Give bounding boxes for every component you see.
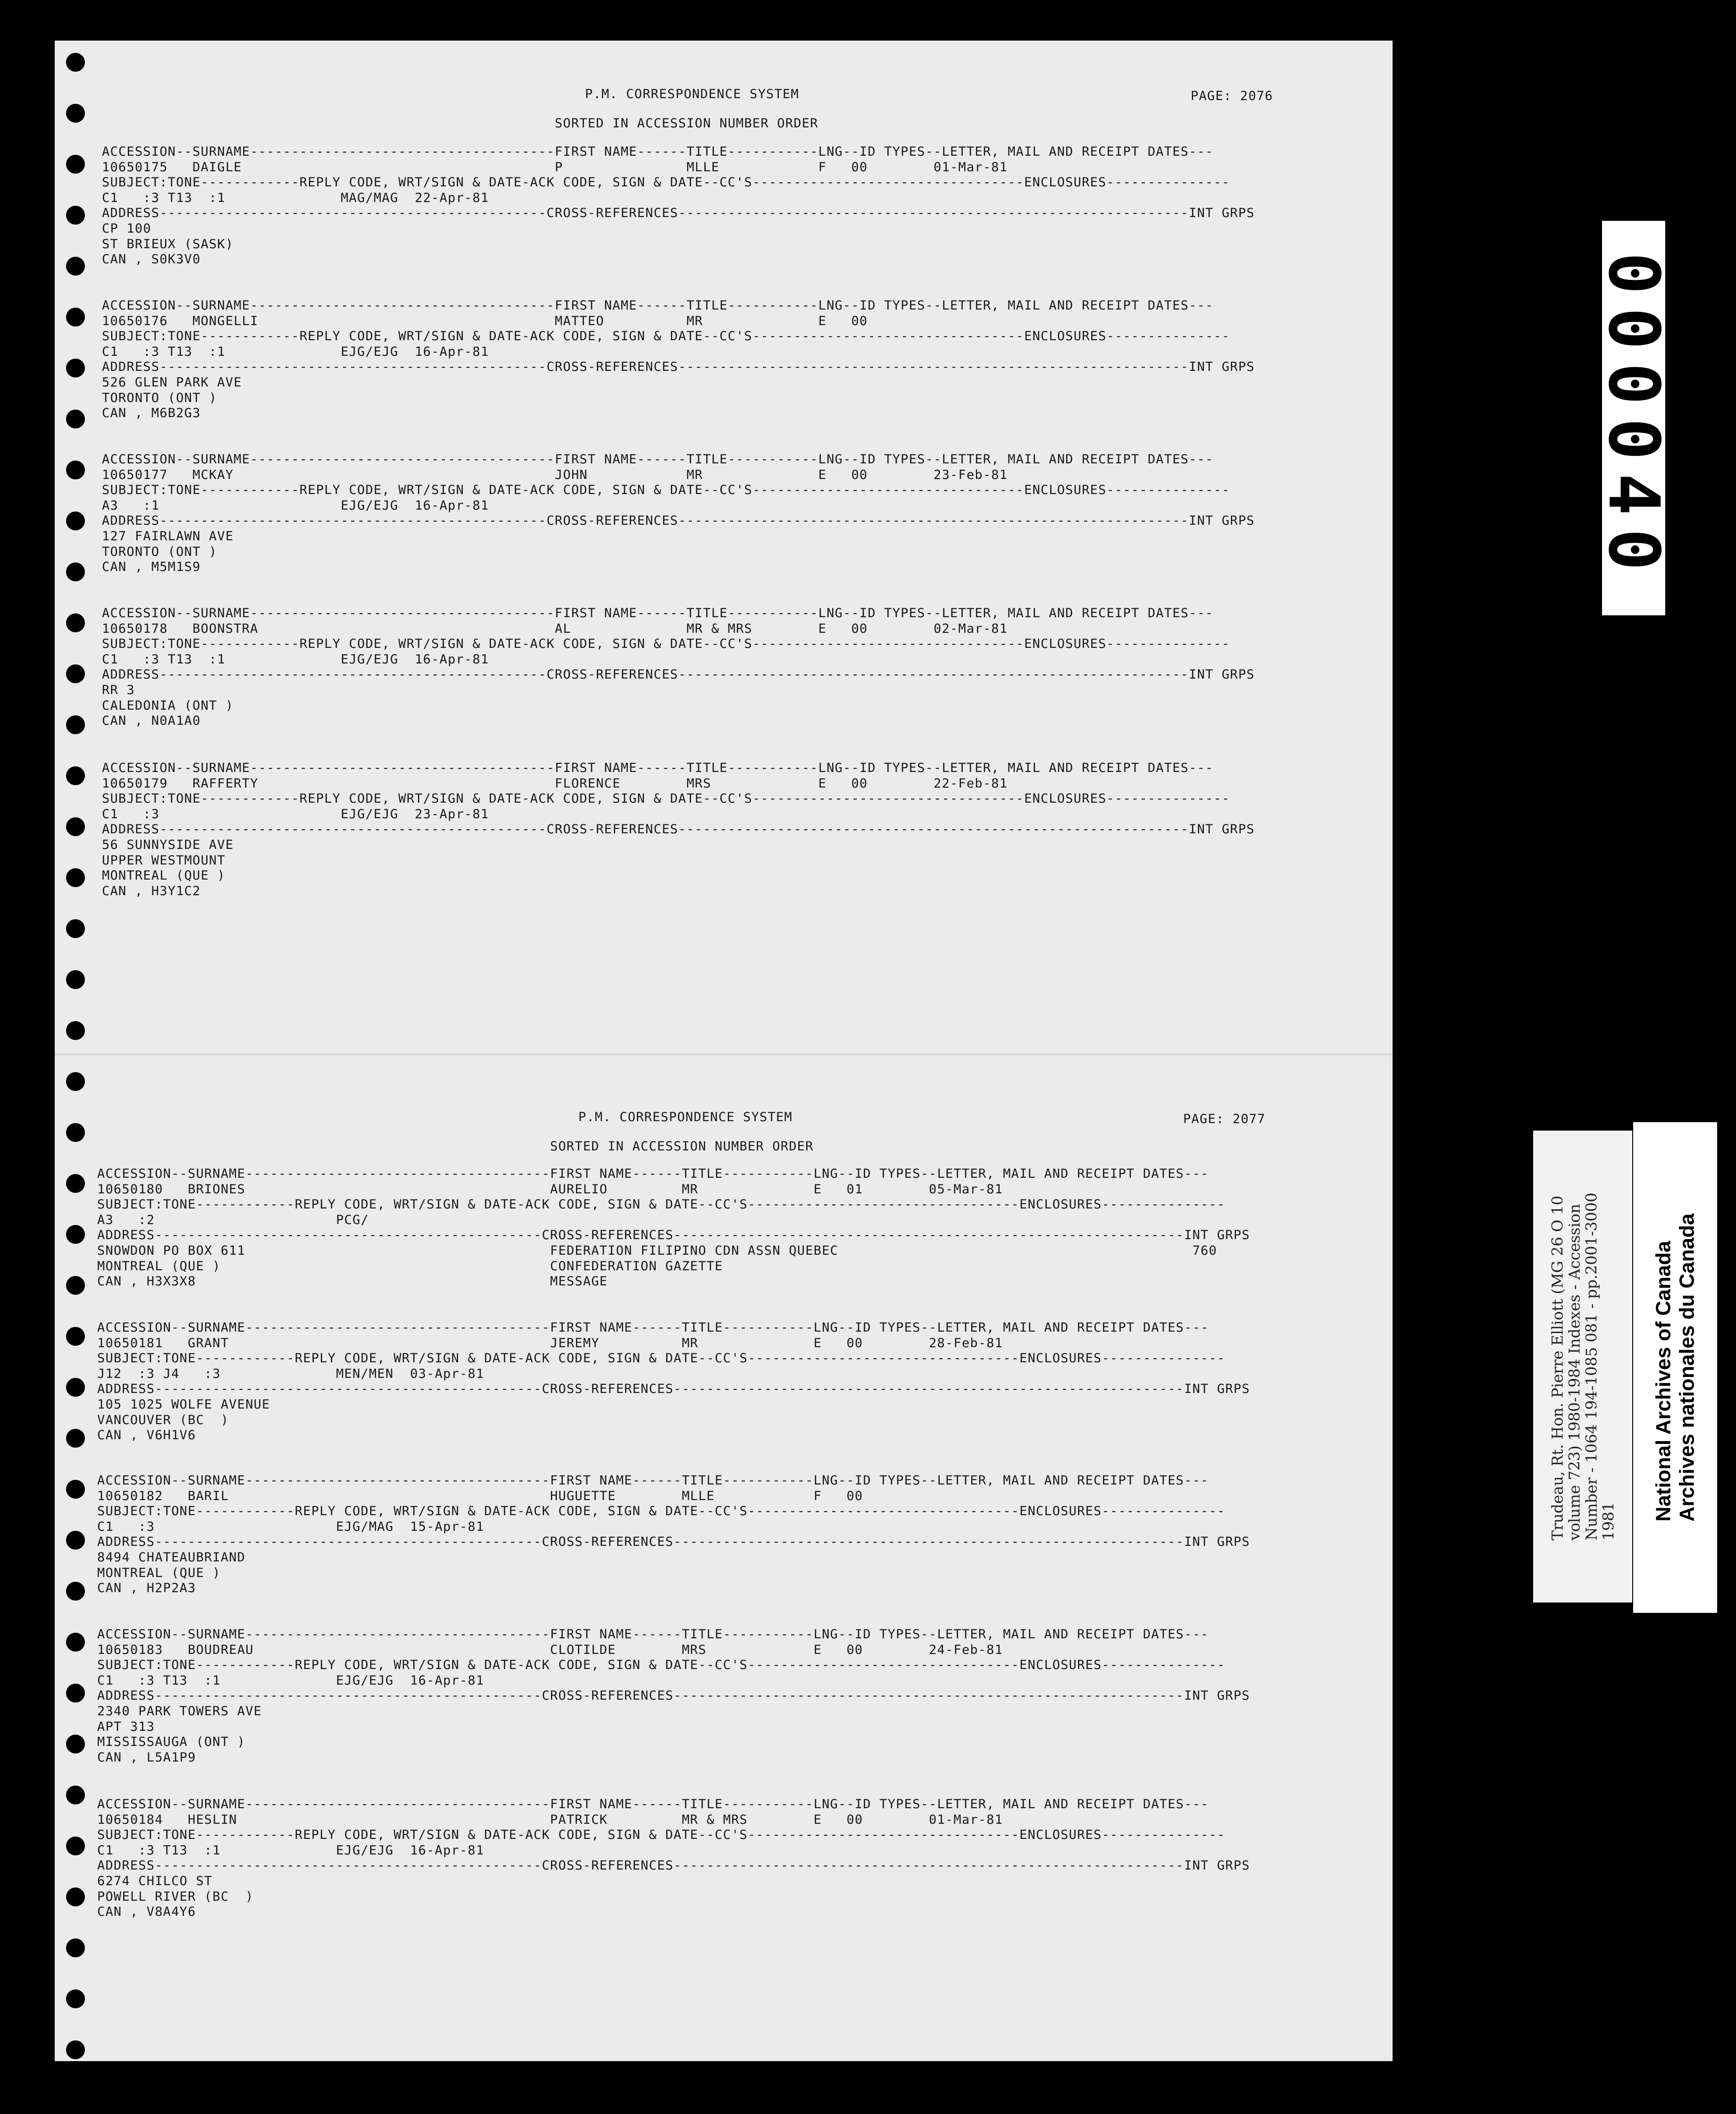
tractor-hole	[66, 1429, 85, 1448]
record-line: ADDRESS-----------------------------------------------CROSS-REFERENCES--------------------------------------------------------------INT GRPS	[97, 1228, 1250, 1243]
tractor-hole	[1404, 308, 1423, 327]
tractor-hole	[1404, 1480, 1423, 1499]
record-line: C1 :3 T13 :1 EJG/EJG 16-Apr-81	[97, 1673, 484, 1688]
frame-number-stamp	[1593, 221, 1674, 615]
record-line: ADDRESS-----------------------------------------------CROSS-REFERENCES--------------------------------------------------------------INT GRPS	[102, 206, 1255, 221]
record-line: 10650177 MCKAY JOHN MR E 00 23-Feb-81	[102, 467, 1008, 482]
record-line: TORONTO (ONT )	[102, 390, 217, 405]
tractor-hole	[66, 1378, 85, 1397]
record-10650180	[97, 1166, 1250, 1290]
record-line: CAN , M5M1S9	[102, 560, 201, 575]
record-line: SUBJECT:TONE------------REPLY CODE, WRT/SIGN & DATE-ACK CODE, SIGN & DATE--CC'S---------------------------------ENCLOSURES---------------	[102, 329, 1230, 344]
record-10650181	[97, 1320, 1250, 1443]
archive-reference-line: Number - 1064 194-1085 081 - pp.2001-3000	[1582, 1192, 1600, 1541]
tractor-hole	[1404, 53, 1423, 72]
tractor-hole	[66, 715, 85, 734]
record-line: MONTREAL (QUE )	[102, 868, 225, 883]
tractor-hole	[1404, 1633, 1423, 1652]
page-2-page-number: PAGE: 2077	[1183, 1112, 1266, 1126]
record-line: 127 FAIRLAWN AVE	[102, 528, 234, 544]
archive-reference-text	[1549, 1193, 1617, 1541]
tractor-hole	[66, 1072, 85, 1091]
record-line: ACCESSION--SURNAME-------------------------------------FIRST NAME------TITLE-----------LNG--ID TYPES--LETTER, MAIL AND RECEIPT DATES---	[102, 606, 1214, 621]
page-perforation	[55, 1053, 1393, 1057]
record-line: SUBJECT:TONE------------REPLY CODE, WRT/SIGN & DATE-ACK CODE, SIGN & DATE--CC'S---------------------------------ENCLOSURES---------------	[102, 175, 1230, 190]
record-line: A3 :2 PCG/	[97, 1212, 369, 1227]
tractor-hole	[1404, 257, 1423, 276]
tractor-hole	[66, 308, 85, 327]
tractor-hole	[66, 1989, 85, 2008]
tractor-hole	[1404, 410, 1423, 428]
record-line: 10650178 BOONSTRA AL MR & MRS E 00 02-Mar-81	[102, 621, 1008, 636]
record-line: ACCESSION--SURNAME-------------------------------------FIRST NAME------TITLE-----------LNG--ID TYPES--LETTER, MAIL AND RECEIPT DATES---	[97, 1797, 1209, 1812]
tractor-hole	[1404, 1582, 1423, 1601]
tractor-hole	[1404, 1174, 1423, 1193]
tractor-hole	[1404, 970, 1423, 989]
record-line: SUBJECT:TONE------------REPLY CODE, WRT/SIGN & DATE-ACK CODE, SIGN & DATE--CC'S---------------------------------ENCLOSURES---------------	[102, 483, 1230, 498]
tractor-hole	[66, 1021, 85, 1040]
tractor-hole	[1404, 1327, 1423, 1346]
record-line: SUBJECT:TONE------------REPLY CODE, WRT/SIGN & DATE-ACK CODE, SIGN & DATE--CC'S---------------------------------ENCLOSURES---------------	[97, 1197, 1226, 1212]
tractor-hole	[1404, 1888, 1423, 1906]
tractor-hole	[1404, 1684, 1423, 1703]
record-line: 10650176 MONGELLI MATTEO MR E 00	[102, 313, 868, 328]
tractor-hole	[66, 562, 85, 581]
record-line: ACCESSION--SURNAME-------------------------------------FIRST NAME------TITLE-----------LNG--ID TYPES--LETTER, MAIL AND RECEIPT DATES---	[102, 298, 1214, 313]
tractor-hole	[66, 1480, 85, 1499]
record-line: 10650182 BARIL HUGUETTE MLLE F 00	[97, 1488, 863, 1503]
tractor-hole	[66, 155, 85, 174]
record-line: POWELL RIVER (BC )	[97, 1889, 254, 1904]
tractor-hole	[1404, 512, 1423, 530]
record-line: ACCESSION--SURNAME-------------------------------------FIRST NAME------TITLE-----------LNG--ID TYPES--LETTER, MAIL AND RECEIPT DATES---	[102, 144, 1214, 159]
record-line: ADDRESS-----------------------------------------------CROSS-REFERENCES--------------------------------------------------------------INT GRPS	[102, 360, 1255, 375]
tractor-hole	[66, 664, 85, 683]
record-line: ACCESSION--SURNAME-------------------------------------FIRST NAME------TITLE-----------LNG--ID TYPES--LETTER, MAIL AND RECEIPT DATES---	[97, 1166, 1209, 1181]
record-line: CAN , L5A1P9	[97, 1750, 196, 1765]
tractor-hole	[66, 1531, 85, 1550]
tractor-hole	[66, 2091, 85, 2110]
record-line: 10650175 DAIGLE P MLLE F 00 01-Mar-81	[102, 159, 1008, 175]
record-line: 56 SUNNYSIDE AVE	[102, 837, 234, 852]
tractor-hole	[66, 1837, 85, 1855]
record-line: SUBJECT:TONE------------REPLY CODE, WRT/SIGN & DATE-ACK CODE, SIGN & DATE--CC'S---------------------------------ENCLOSURES---------------	[97, 1504, 1226, 1519]
tractor-hole	[1404, 1735, 1423, 1753]
record-line: C1 :3 EJG/MAG 15-Apr-81	[97, 1519, 484, 1534]
record-line: SUBJECT:TONE------------REPLY CODE, WRT/SIGN & DATE-ACK CODE, SIGN & DATE--CC'S---------------------------------ENCLOSURES---------------	[102, 791, 1230, 806]
record-line: CP 100	[102, 221, 151, 236]
tractor-hole	[66, 1582, 85, 1601]
tractor-hole	[1404, 613, 1423, 632]
left-tractor-holes	[66, 0, 85, 2114]
tractor-hole	[1404, 1989, 1423, 2008]
record-line: ADDRESS-----------------------------------------------CROSS-REFERENCES--------------------------------------------------------------INT GRPS	[102, 513, 1255, 528]
tractor-hole	[66, 1225, 85, 1244]
record-line: CAN , M6B2G3	[102, 406, 201, 421]
record-line: C1 :3 T13 :1 EJG/EJG 16-Apr-81	[97, 1843, 484, 1858]
page-1-system-title: P.M. CORRESPONDENCE SYSTEM	[585, 87, 799, 101]
tractor-hole	[66, 1786, 85, 1804]
record-10650182	[97, 1473, 1250, 1596]
tractor-hole	[66, 512, 85, 530]
record-10650175	[102, 144, 1255, 268]
tractor-hole	[66, 613, 85, 632]
tractor-hole	[66, 1327, 85, 1346]
page-1-page-number: PAGE: 2076	[1191, 89, 1273, 103]
record-line: VANCOUVER (BC )	[97, 1412, 229, 1427]
record-line: 2340 PARK TOWERS AVE	[97, 1703, 262, 1719]
tractor-hole	[1404, 1378, 1423, 1397]
tractor-hole	[1404, 664, 1423, 683]
institution-name-en: National Archives of Canada	[1652, 1241, 1675, 1522]
page-2-system-title: P.M. CORRESPONDENCE SYSTEM	[578, 1110, 793, 1124]
record-line: CAN , V8A4Y6	[97, 1904, 196, 1920]
institution-name-fr: Archives nationales du Canada	[1675, 1213, 1698, 1522]
tractor-hole	[1404, 1786, 1423, 1804]
record-line: ADDRESS-----------------------------------------------CROSS-REFERENCES--------------------------------------------------------------INT GRPS	[97, 1858, 1250, 1873]
record-line: 10650181 GRANT JEREMY MR E 00 28-Feb-81	[97, 1335, 1003, 1351]
tractor-hole	[66, 1123, 85, 1142]
tractor-hole	[1404, 1531, 1423, 1550]
tractor-hole	[1404, 104, 1423, 123]
record-10650179	[102, 761, 1255, 899]
tractor-hole	[66, 1938, 85, 1957]
tractor-hole	[1404, 1123, 1423, 1142]
record-line: ACCESSION--SURNAME-------------------------------------FIRST NAME------TITLE-----------LNG--ID TYPES--LETTER, MAIL AND RECEIPT DATES---	[97, 1320, 1209, 1335]
record-line: ADDRESS-----------------------------------------------CROSS-REFERENCES--------------------------------------------------------------INT GRPS	[97, 1688, 1250, 1703]
page-1-sort-order: SORTED IN ACCESSION NUMBER ORDER	[555, 116, 818, 131]
record-line: RR 3	[102, 682, 135, 697]
tractor-hole	[66, 817, 85, 836]
tractor-hole	[1404, 1276, 1423, 1295]
tractor-hole	[1404, 1072, 1423, 1091]
record-line: SUBJECT:TONE------------REPLY CODE, WRT/SIGN & DATE-ACK CODE, SIGN & DATE--CC'S---------------------------------ENCLOSURES---------------	[97, 1351, 1226, 1366]
record-10650184	[97, 1797, 1250, 1920]
record-line: TORONTO (ONT )	[102, 544, 217, 559]
record-line: C1 :3 EJG/EJG 23-Apr-81	[102, 806, 489, 822]
record-line: MONTREAL (QUE ) CONFEDERATION GAZETTE	[97, 1258, 723, 1274]
record-line: C1 :3 T13 :1 MAG/MAG 22-Apr-81	[102, 190, 489, 205]
page-2-sort-order: SORTED IN ACCESSION NUMBER ORDER	[550, 1139, 814, 1154]
record-line: C1 :3 T13 :1 EJG/EJG 16-Apr-81	[102, 344, 489, 359]
record-line: ADDRESS-----------------------------------------------CROSS-REFERENCES--------------------------------------------------------------INT GRPS	[102, 667, 1255, 682]
tractor-hole	[66, 1684, 85, 1703]
record-line: ADDRESS-----------------------------------------------CROSS-REFERENCES--------------------------------------------------------------INT GRPS	[97, 1382, 1250, 1397]
tractor-hole	[66, 1633, 85, 1652]
record-line: ACCESSION--SURNAME-------------------------------------FIRST NAME------TITLE-----------LNG--ID TYPES--LETTER, MAIL AND RECEIPT DATES---	[102, 761, 1214, 775]
record-line: 526 GLEN PARK AVE	[102, 375, 242, 390]
tractor-hole	[1404, 461, 1423, 479]
record-line: APT 313	[97, 1719, 155, 1734]
tractor-hole	[1404, 206, 1423, 225]
record-line: 10650180 BRIONES AURELIO MR E 01 05-Mar-81	[97, 1182, 1003, 1197]
record-line: 8494 CHATEAUBRIAND	[97, 1550, 246, 1565]
record-10650183	[97, 1627, 1250, 1765]
tractor-hole	[1404, 919, 1423, 938]
tractor-hole	[1404, 715, 1423, 734]
record-line: 10650179 RAFFERTY FLORENCE MRS E 00 22-Feb-81	[102, 776, 1008, 791]
record-line: CAN , N0A1A0	[102, 713, 201, 729]
tractor-hole	[66, 206, 85, 225]
record-line: CAN , H2P2A3	[97, 1581, 196, 1596]
tractor-hole	[66, 868, 85, 887]
archive-reference-line: 1981	[1599, 1502, 1617, 1541]
tractor-hole	[66, 1888, 85, 1906]
record-line: SNOWDON PO BOX 611 FEDERATION FILIPINO CDN ASSN QUEBEC 760	[97, 1243, 1217, 1258]
record-line: CAN , H3Y1C2	[102, 883, 201, 898]
tractor-hole	[1404, 155, 1423, 174]
record-line: MONTREAL (QUE )	[97, 1565, 221, 1580]
record-line: ACCESSION--SURNAME-------------------------------------FIRST NAME------TITLE-----------LNG--ID TYPES--LETTER, MAIL AND RECEIPT DATES---	[97, 1473, 1209, 1488]
tractor-hole	[66, 970, 85, 989]
tractor-hole	[66, 2040, 85, 2059]
record-line: ACCESSION--SURNAME-------------------------------------FIRST NAME------TITLE-----------LNG--ID TYPES--LETTER, MAIL AND RECEIPT DATES---	[102, 452, 1214, 467]
record-line: A3 :1 EJG/EJG 16-Apr-81	[102, 498, 489, 513]
record-line: CAN , V6H1V6	[97, 1428, 196, 1443]
archive-reference-line: Trudeau, Rt. Hon. Pierre Elliott (MG 26 O 10	[1548, 1195, 1566, 1541]
tractor-hole	[1404, 817, 1423, 836]
record-line: ADDRESS-----------------------------------------------CROSS-REFERENCES--------------------------------------------------------------INT GRPS	[102, 822, 1255, 837]
record-10650178	[102, 606, 1255, 729]
record-line: CAN , S0K3V0	[102, 252, 201, 267]
tractor-hole	[66, 53, 85, 72]
tractor-hole	[1404, 2040, 1423, 2059]
tractor-hole	[66, 461, 85, 479]
tractor-hole	[1404, 562, 1423, 581]
record-line: CALEDONIA (ONT )	[102, 698, 234, 713]
archive-institution-label	[1633, 1122, 1717, 1613]
record-10650177	[102, 452, 1255, 575]
tractor-hole	[66, 919, 85, 938]
tractor-hole	[1404, 1938, 1423, 1957]
right-tractor-holes	[1404, 0, 1423, 2114]
record-line: CAN , H3X3X8 MESSAGE	[97, 1274, 608, 1289]
record-line: SUBJECT:TONE------------REPLY CODE, WRT/SIGN & DATE-ACK CODE, SIGN & DATE--CC'S---------------------------------ENCLOSURES---------------	[97, 1658, 1226, 1673]
record-line: J12 :3 J4 :3 MEN/MEN 03-Apr-81	[97, 1366, 484, 1381]
tractor-hole	[66, 1174, 85, 1193]
tractor-hole	[1404, 1021, 1423, 1040]
record-line: 105 1025 WOLFE AVENUE	[97, 1397, 270, 1412]
tractor-hole	[1404, 1429, 1423, 1448]
archive-reference-line: volume 723) 1980-1984 Indexes - Accession	[1565, 1204, 1583, 1541]
record-line: C1 :3 T13 :1 EJG/EJG 16-Apr-81	[102, 652, 489, 667]
record-line: 10650183 BOUDREAU CLOTILDE MRS E 00 24-Feb-81	[97, 1642, 1003, 1657]
tractor-hole	[66, 1276, 85, 1295]
record-line: ST BRIEUX (SASK)	[102, 236, 234, 252]
tractor-hole	[66, 104, 85, 123]
record-line: 10650184 HESLIN PATRICK MR & MRS E 00 01-Mar-81	[97, 1812, 1003, 1827]
archive-reference-label	[1533, 1131, 1632, 1602]
tractor-hole	[1404, 868, 1423, 887]
record-line: SUBJECT:TONE------------REPLY CODE, WRT/SIGN & DATE-ACK CODE, SIGN & DATE--CC'S---------------------------------ENCLOSURES---------------	[97, 1828, 1226, 1843]
tractor-hole	[1404, 2091, 1423, 2110]
tractor-hole	[66, 257, 85, 276]
tractor-hole	[1404, 1225, 1423, 1244]
record-line: MISSISSAUGA (ONT )	[97, 1735, 246, 1750]
frame-number: 000040	[1593, 252, 1674, 584]
tractor-hole	[66, 1735, 85, 1753]
record-line: ADDRESS-----------------------------------------------CROSS-REFERENCES--------------------------------------------------------------INT GRPS	[97, 1535, 1250, 1550]
tractor-hole	[66, 410, 85, 428]
tractor-hole	[1404, 1837, 1423, 1855]
record-line: SUBJECT:TONE------------REPLY CODE, WRT/SIGN & DATE-ACK CODE, SIGN & DATE--CC'S---------------------------------ENCLOSURES---------------	[102, 637, 1230, 652]
record-line: 6274 CHILCO ST	[97, 1873, 213, 1888]
tractor-hole	[66, 766, 85, 785]
record-10650176	[102, 298, 1255, 421]
tractor-hole	[66, 359, 85, 378]
tractor-hole	[1404, 766, 1423, 785]
record-line: ACCESSION--SURNAME-------------------------------------FIRST NAME------TITLE-----------LNG--ID TYPES--LETTER, MAIL AND RECEIPT DATES---	[97, 1627, 1209, 1642]
record-line: UPPER WESTMOUNT	[102, 853, 225, 868]
archive-institution-text	[1652, 1214, 1699, 1522]
tractor-hole	[1404, 359, 1423, 378]
